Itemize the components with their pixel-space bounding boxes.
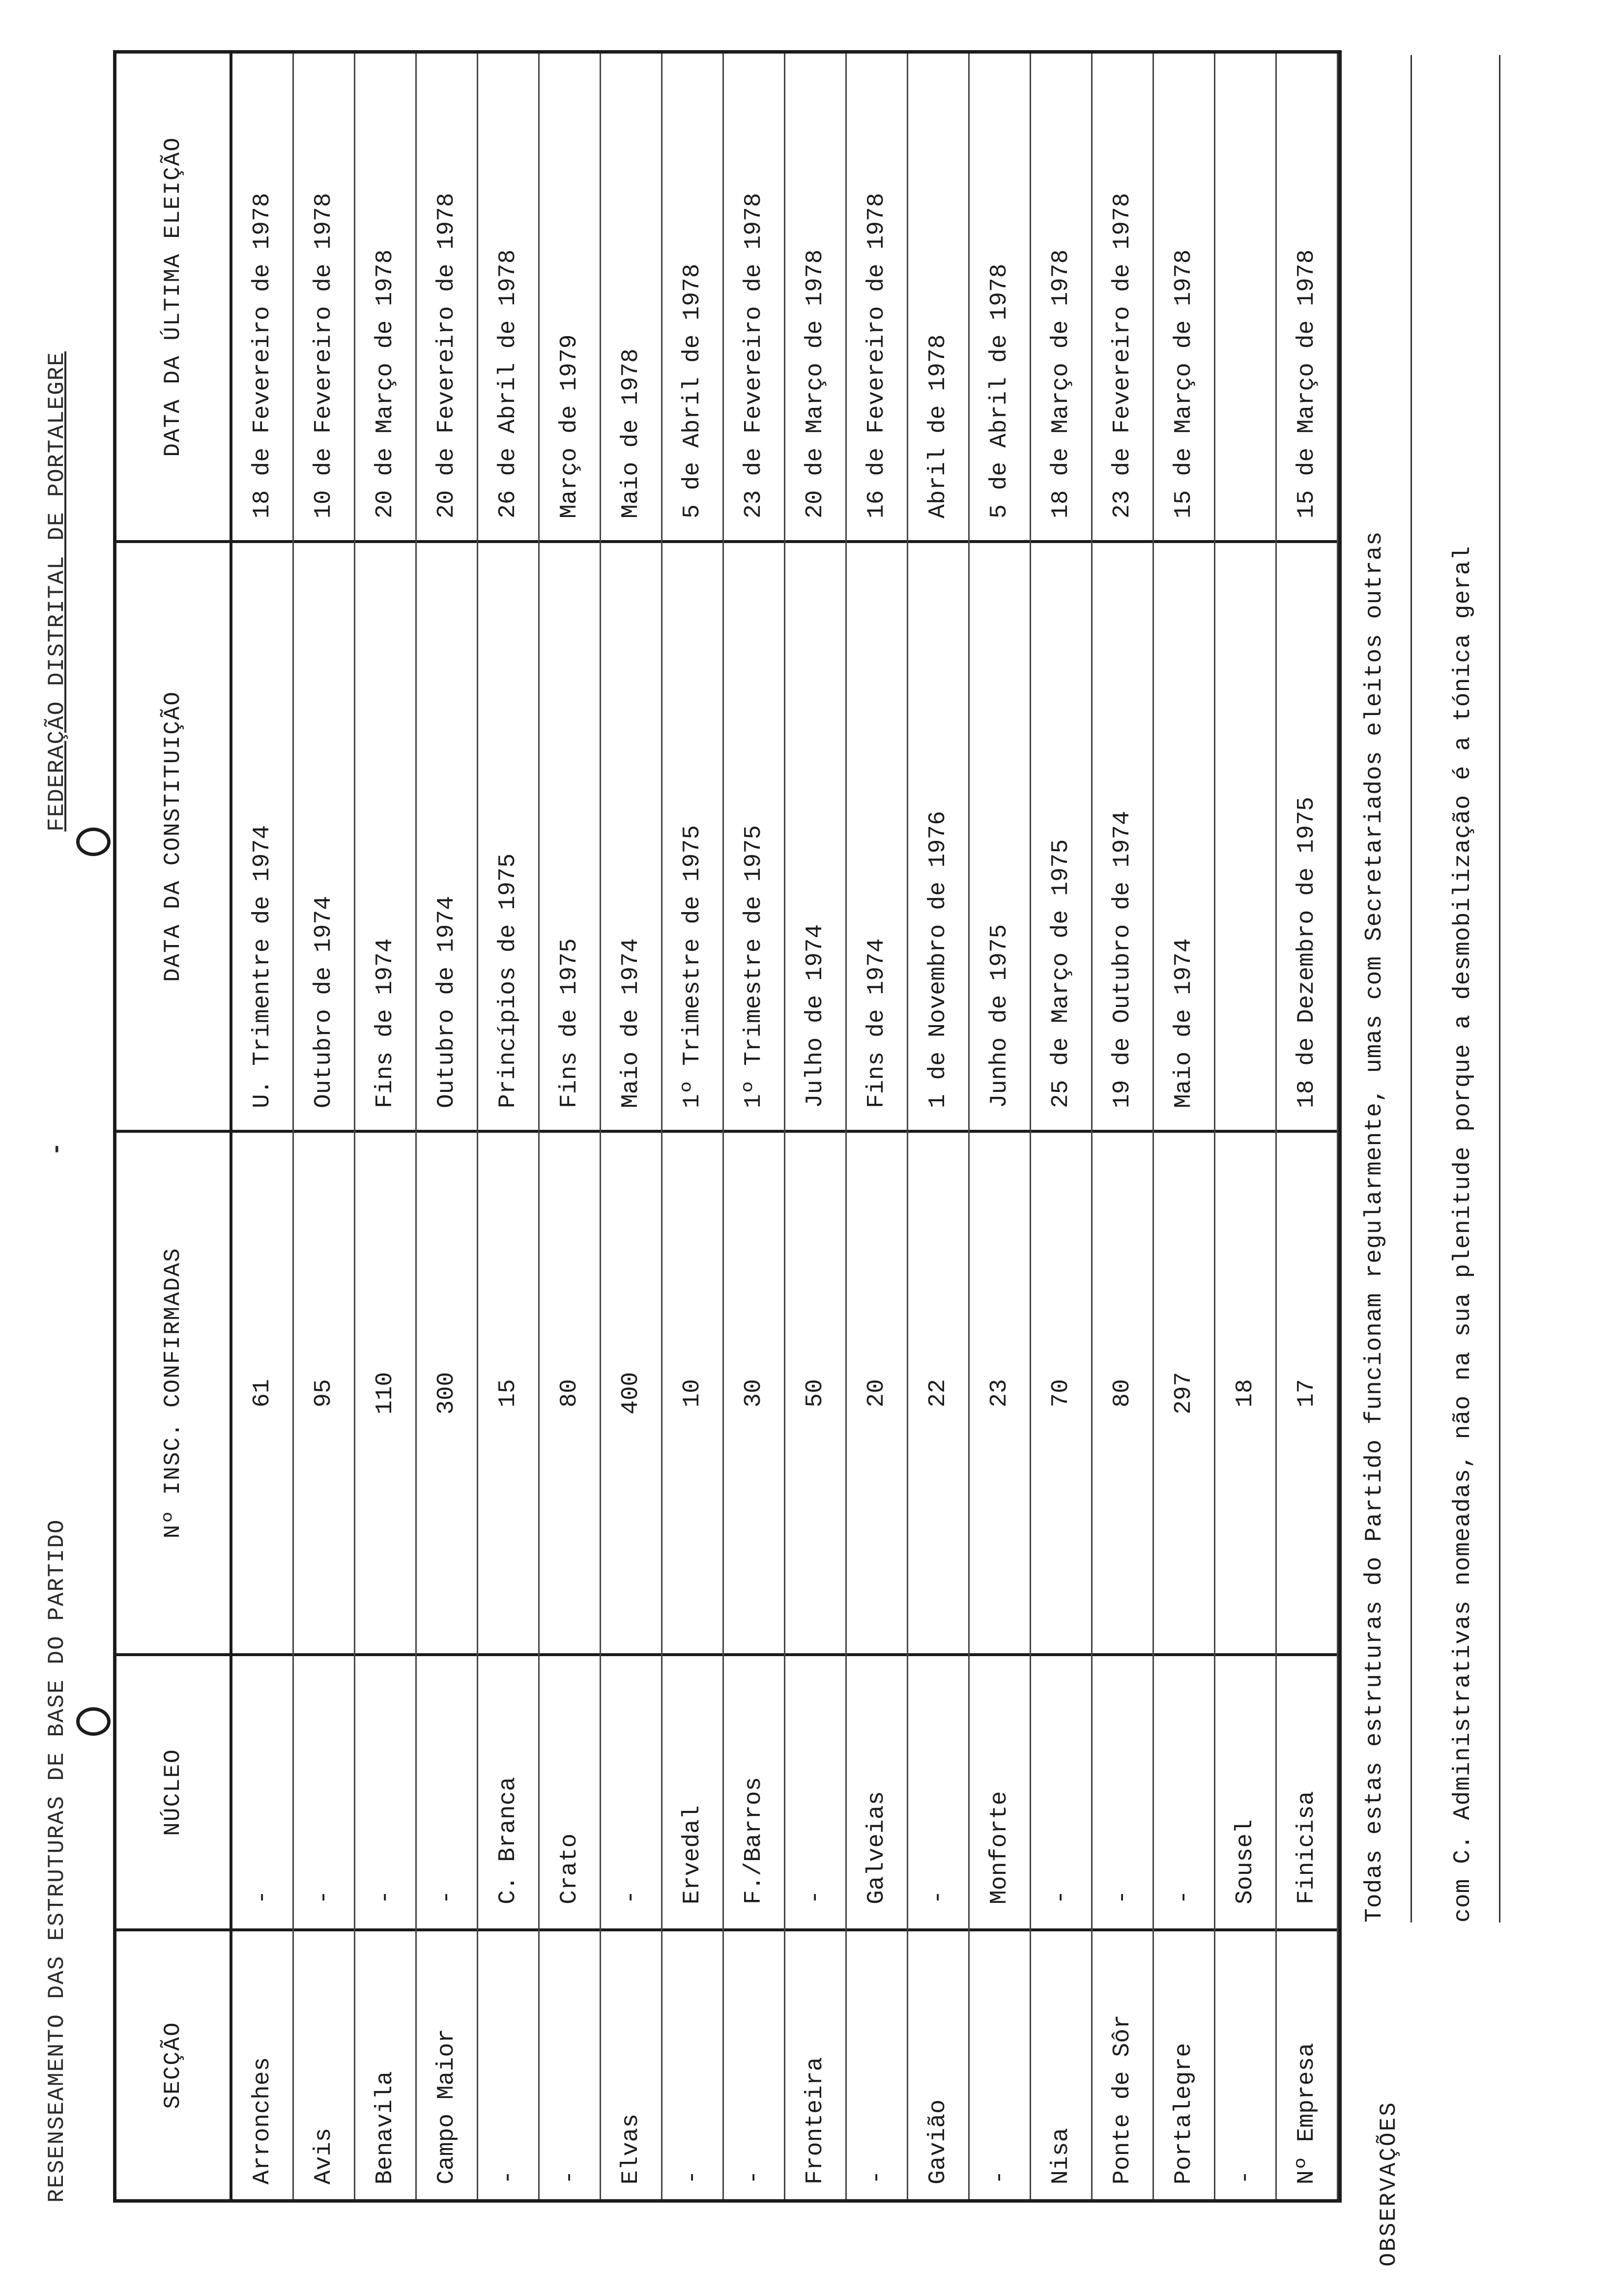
cell-nucleo: - [249, 1890, 276, 1904]
table-row [1277, 54, 1338, 2199]
cell-seccao: Portalegre [1171, 2042, 1197, 2184]
cell-seccao: - [741, 2170, 767, 2184]
cell-seccao: Avis [311, 2127, 337, 2184]
cell-ultima-eleicao: 23 de Fevereiro de 1978 [1109, 193, 1136, 518]
cell-inscricoes: 23 [986, 1379, 1013, 1407]
cell-constituicao: Maio de 1974 [618, 938, 644, 1108]
cell-seccao: - [495, 2170, 521, 2184]
cell-inscricoes: 20 [864, 1379, 890, 1407]
cell-seccao: Gavião [925, 2099, 951, 2184]
cell-constituicao: Outubro de 1974 [433, 895, 460, 1108]
punch-hole [76, 828, 111, 856]
cell-seccao: - [679, 2170, 706, 2184]
cell-constituicao: 18 de Dezembro de 1975 [1294, 797, 1320, 1108]
cell-constituicao: Fins de 1974 [372, 938, 399, 1108]
cell-inscricoes: 400 [618, 1372, 644, 1415]
cell-constituicao: Outubro de 1974 [311, 895, 337, 1108]
cell-inscricoes: 10 [679, 1379, 706, 1407]
cell-ultima-eleicao: Abril de 1978 [925, 334, 951, 518]
cell-ultima-eleicao: 20 de Fevereiro de 1978 [433, 193, 460, 518]
cell-ultima-eleicao: 10 de Fevereiro de 1978 [311, 193, 337, 518]
table-row [785, 54, 847, 2199]
cell-inscricoes: 50 [802, 1379, 829, 1407]
cell-ultima-eleicao: 5 de Abril de 1978 [986, 263, 1013, 518]
cell-nucleo: Monforte [986, 1791, 1013, 1904]
cell-nucleo: C. Branca [495, 1777, 521, 1904]
title-separator: - [44, 1141, 70, 1156]
cell-nucleo: - [1109, 1890, 1136, 1904]
cell-constituicao: 1 de Novembro de 1976 [925, 811, 951, 1108]
cell-constituicao: 1º Trimestre de 1975 [741, 825, 767, 1108]
cell-inscricoes: 17 [1294, 1379, 1320, 1407]
col-header-inscricoes: Nº INSC. CONFIRMADAS [160, 1247, 186, 1539]
cell-constituicao [1215, 543, 1275, 1128]
table-row [355, 54, 417, 2199]
col-header-nucleo: NÚCLEO [160, 1749, 186, 1836]
table-row [1031, 54, 1093, 2199]
cell-inscricoes: 70 [1048, 1379, 1074, 1407]
cell-seccao: Nisa [1048, 2127, 1074, 2184]
table-row [540, 54, 601, 2199]
cell-nucleo: - [1171, 1890, 1197, 1904]
col-header-seccao: SECÇÃO [160, 2021, 186, 2109]
cell-nucleo: Finicisa [1294, 1791, 1320, 1904]
table-row [294, 54, 355, 2199]
cell-ultima-eleicao: Março de 1979 [556, 334, 583, 518]
cell-ultima-eleicao: 23 de Fevereiro de 1978 [741, 193, 767, 518]
cell-nucleo: - [1048, 1890, 1074, 1904]
cell-constituicao: 1º Trimestre de 1975 [679, 825, 706, 1108]
cell-inscricoes: 300 [433, 1372, 460, 1415]
cell-seccao: - [986, 2170, 1013, 2184]
cell-seccao: Campo Maior [433, 2029, 460, 2184]
table-row [601, 54, 662, 2199]
cell-inscricoes: 80 [1109, 1379, 1136, 1407]
table-row [970, 54, 1031, 2199]
observations-line-2: com C. Administrativas nomeadas, não na sua plenitude porque a desmobilização é a tónica geral [1450, 545, 1476, 1923]
cell-nucleo: - [372, 1890, 399, 1904]
cell-seccao: Arronches [249, 2057, 276, 2184]
cell-seccao: Elvas [618, 2113, 644, 2184]
cell-nucleo: Galveias [864, 1791, 890, 1904]
cell-constituicao: 25 de Março de 1975 [1048, 839, 1074, 1108]
table-row [478, 54, 540, 2199]
document-title: RESENSEAMENTO DAS ESTRUTURAS DE BASE DO PARTIDO [44, 1519, 70, 2203]
cell-ultima-eleicao: 5 de Abril de 1978 [679, 263, 706, 518]
observations-rule [1410, 55, 1412, 1923]
cell-nucleo: Crato [556, 1833, 583, 1904]
federation-title: FEDERAÇÃO DISTRITAL DE PORTALEGRE [44, 351, 70, 832]
cell-inscricoes: 18 [1232, 1379, 1259, 1407]
cell-inscricoes: 110 [372, 1372, 399, 1415]
cell-constituicao: Princípios de 1975 [495, 853, 521, 1108]
punch-hole [76, 1707, 111, 1736]
table-row [1154, 54, 1215, 2199]
cell-constituicao: Fins de 1975 [556, 938, 583, 1108]
cell-seccao: - [556, 2170, 583, 2184]
table-row [1215, 54, 1277, 2199]
cell-ultima-eleicao [1215, 52, 1275, 538]
table-row [724, 54, 785, 2199]
cell-seccao: Benavila [372, 2071, 399, 2184]
cell-ultima-eleicao: 15 de Março de 1978 [1294, 249, 1320, 518]
cell-nucleo: - [433, 1890, 460, 1904]
cell-ultima-eleicao: 18 de Fevereiro de 1978 [249, 193, 276, 518]
cell-nucleo: - [311, 1890, 337, 1904]
cell-inscricoes: 15 [495, 1379, 521, 1407]
cell-ultima-eleicao: 26 de Abril de 1978 [495, 249, 521, 518]
cell-constituicao: Fins de 1974 [864, 938, 890, 1108]
table-row [1093, 54, 1154, 2199]
cell-inscricoes: 297 [1171, 1372, 1197, 1415]
census-table [113, 50, 1342, 2203]
cell-ultima-eleicao: 16 de Fevereiro de 1978 [864, 193, 890, 518]
table-body [232, 54, 1338, 2199]
cell-constituicao: Junho de 1975 [986, 924, 1013, 1108]
table-row [232, 54, 294, 2199]
table-row [847, 54, 908, 2199]
cell-constituicao: Maio de 1974 [1171, 938, 1197, 1108]
col-header-constituicao: DATA DA CONSTITUIÇÃO [160, 690, 186, 982]
cell-inscricoes: 80 [556, 1379, 583, 1407]
table-row [662, 54, 724, 2199]
table-row [908, 54, 970, 2199]
cell-nucleo: - [925, 1890, 951, 1904]
cell-constituicao: 19 de Outubro de 1974 [1109, 811, 1136, 1108]
cell-seccao: - [864, 2170, 890, 2184]
cell-ultima-eleicao: 20 de Março de 1978 [802, 249, 829, 518]
cell-nucleo: Ervedal [679, 1805, 706, 1904]
cell-nucleo: - [802, 1890, 829, 1904]
cell-nucleo: Sousel [1232, 1819, 1259, 1904]
observations-line-1: Todas estas estruturas do Partido funcionam regularmente, umas com Secretariados eleitos outras [1361, 531, 1388, 1923]
cell-nucleo: F./Barros [741, 1777, 767, 1904]
cell-ultima-eleicao: 15 de Março de 1978 [1171, 249, 1197, 518]
cell-seccao: Fronteira [802, 2057, 829, 2184]
cell-inscricoes: 22 [925, 1379, 951, 1407]
observations-label: OBSERVAÇÕES [1376, 2101, 1402, 2267]
cell-seccao: Nº Empresa [1294, 2042, 1320, 2184]
cell-seccao: - [1232, 2170, 1259, 2184]
cell-ultima-eleicao: 18 de Março de 1978 [1048, 249, 1074, 518]
cell-nucleo: - [618, 1890, 644, 1904]
col-header-ultima-eleicao: DATA DA ÚLTIMA ELEIÇÃO [160, 137, 186, 457]
cell-ultima-eleicao: 20 de Março de 1978 [372, 249, 399, 518]
cell-seccao: Ponte de Sôr [1109, 2014, 1136, 2184]
cell-constituicao: U. Trimentre de 1974 [249, 825, 276, 1108]
cell-ultima-eleicao: Maio de 1978 [618, 348, 644, 518]
observations-rule [1499, 55, 1500, 1923]
table-row [417, 54, 478, 2199]
cell-inscricoes: 95 [311, 1379, 337, 1407]
cell-constituicao: Julho de 1974 [802, 924, 829, 1108]
cell-inscricoes: 30 [741, 1379, 767, 1407]
cell-inscricoes: 61 [249, 1379, 276, 1407]
